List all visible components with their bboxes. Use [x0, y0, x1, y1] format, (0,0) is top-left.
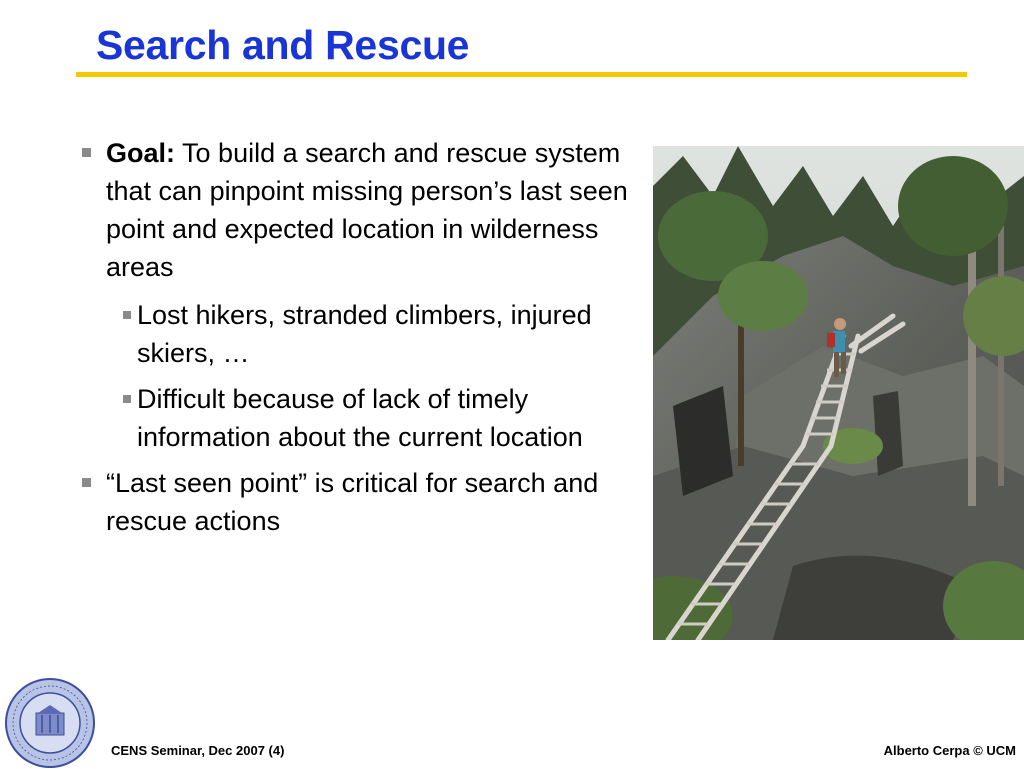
square-bullet-icon	[82, 478, 91, 487]
subbullet-text: Lost hikers, stranded climbers, injured skiers, …	[137, 300, 592, 368]
square-bullet-icon	[82, 148, 91, 157]
university-seal-logo	[4, 677, 96, 769]
subbullet-item	[80, 296, 645, 372]
square-bullet-icon	[123, 395, 131, 403]
bullet-item-goal	[80, 134, 645, 286]
square-bullet-icon	[123, 311, 131, 319]
bullet-list	[80, 134, 645, 550]
footer-author-copyright: Alberto Cerpa © UCM	[883, 743, 1016, 758]
subbullet-text: Difficult because of lack of timely information about the current location	[137, 384, 583, 452]
bullet-item-last-seen	[80, 464, 645, 540]
bullet-lead: Goal:	[106, 138, 176, 168]
slide-title: Search and Rescue	[96, 22, 470, 68]
subbullet-item	[80, 380, 645, 456]
bullet-text: “Last seen point” is critical for search and rescue actions	[106, 468, 599, 536]
climber-on-ladders-rock-face-photo	[653, 146, 1024, 640]
footer-seminar-info: CENS Seminar, Dec 2007 (4)	[111, 743, 285, 758]
bullet-text: To build a search and rescue system that can pinpoint missing person’s last seen point and expected location in wilderness areas	[106, 138, 628, 282]
title-underline	[76, 72, 967, 77]
